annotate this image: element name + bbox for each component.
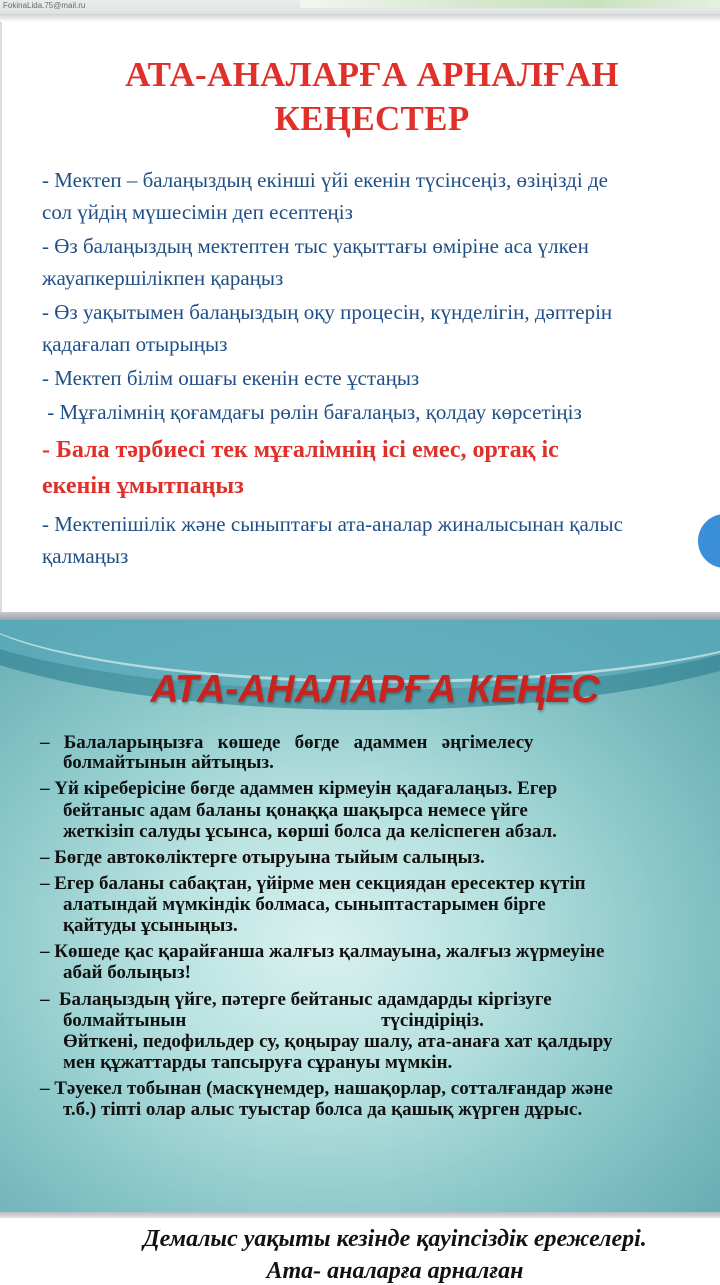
slide1-highlight-line: екенін ұмытпаңыз bbox=[42, 473, 244, 499]
slide2-line: бейтаныс адам баланы қонаққа шақырса немесе үйге bbox=[63, 800, 528, 821]
slide1-line: қадағалап отырыңыз bbox=[42, 332, 228, 356]
slide2-line: жеткізіп салуды ұсынса, көрші болса да келіспеген абзал. bbox=[63, 821, 557, 842]
slide2-line: – Балаңыздың үйге, пәтерге бейтаныс адамдарды кіргізуге bbox=[40, 989, 552, 1010]
bottom-separator bbox=[0, 1212, 720, 1218]
slide-separator bbox=[0, 612, 720, 620]
slide2-line: – Балаларыңызға көшеде бөгде адаммен әңгімелесу bbox=[40, 732, 534, 753]
watermark: FokinaLida.75@mail.ru bbox=[3, 1, 86, 10]
slide1-line: - Мектеп – балаңыздың екінші үйі екенін түсінсеңіз, өзіңізді де bbox=[42, 168, 608, 192]
slide1-title-line1: АТА-АНАЛАРҒА АРНАЛҒАН bbox=[125, 55, 619, 94]
slide2-line: қайтуды ұсыныңыз. bbox=[63, 915, 238, 936]
slide2-line: Өйткені, педофильдер су, қоңырау шалу, ата-анаға хат қалдыру bbox=[63, 1031, 613, 1052]
slide2-line: болмайтынын түсіндіріңіз. bbox=[63, 1010, 484, 1031]
slide2-title: АТА-АНАЛАРҒА КЕҢЕС bbox=[150, 668, 600, 711]
top-shadow bbox=[0, 14, 720, 22]
slide2-line: – Бөгде автокөліктерге отыруына тыйым салыңыз. bbox=[40, 847, 485, 868]
slide2-line: абай болыңыз! bbox=[63, 962, 191, 983]
advice-slide-1 bbox=[0, 22, 720, 612]
top-decoration bbox=[300, 0, 720, 8]
slide2-line: – Тәуекел тобынан (маскүнемдер, нашақорлар, сотталғандар және bbox=[40, 1078, 613, 1099]
slide1-highlight-line: - Бала тәрбиесі тек мұғалімнің ісі емес, ортақ іс bbox=[42, 437, 559, 463]
slide1-line: - Өз уақытымен балаңыздың оқу процесін, күнделігін, дәптерін bbox=[42, 300, 613, 324]
slide1-line: - Мектеп білім ошағы екенін есте ұстаңыз bbox=[42, 366, 420, 390]
slide1-line: сол үйдің мүшесімін деп есептеңіз bbox=[42, 200, 353, 224]
slide1-line: - Мұғалімнің қоғамдағы рөлін бағалаңыз, қолдау көрсетіңіз bbox=[42, 400, 582, 424]
slide1-title-line2: КЕҢЕСТЕР bbox=[274, 99, 470, 138]
slide2-line: – Егер баланы сабақтан, үйірме мен секциядан ересектер күтіп bbox=[40, 873, 586, 894]
bottom-heading-line1: Демалыс уақыты кезінде қауіпсіздік ережелері. bbox=[143, 1226, 647, 1252]
bottom-heading-line2: Ата- аналарға арналған bbox=[266, 1258, 524, 1284]
slide1-line: жауапкершілікпен қараңыз bbox=[42, 266, 284, 290]
slide2-line: т.б.) тіпті олар алыс туыстар болса да қашық жүрген дұрыс. bbox=[63, 1099, 583, 1120]
top-strip bbox=[0, 0, 720, 14]
slide1-line: - Өз балаңыздың мектептен тыс уақыттағы өміріне аса үлкен bbox=[42, 234, 589, 258]
slide2-line: – Көшеде қас қарайғанша жалғыз қалмауына, жалғыз жүрмеуіне bbox=[40, 941, 605, 962]
advice-slide-2 bbox=[0, 620, 720, 1212]
slide1-line: - Мектепішілік және сыныптағы ата-аналар жиналысынан қалыс bbox=[42, 512, 623, 536]
slide2-line: мен құжаттарды тапсыруға сұрануы мүмкін. bbox=[63, 1052, 453, 1073]
slide1-line: қалмаңыз bbox=[42, 544, 129, 568]
slide2-line: болмайтынын айтыңыз. bbox=[63, 752, 274, 773]
slide2-line: алатындай мүмкіндік болмаса, сыныптастарымен бірге bbox=[63, 894, 546, 915]
slide2-line: – Үй кіреберісіне бөгде адаммен кірмеуін қадағалаңыз. Егер bbox=[40, 778, 558, 799]
